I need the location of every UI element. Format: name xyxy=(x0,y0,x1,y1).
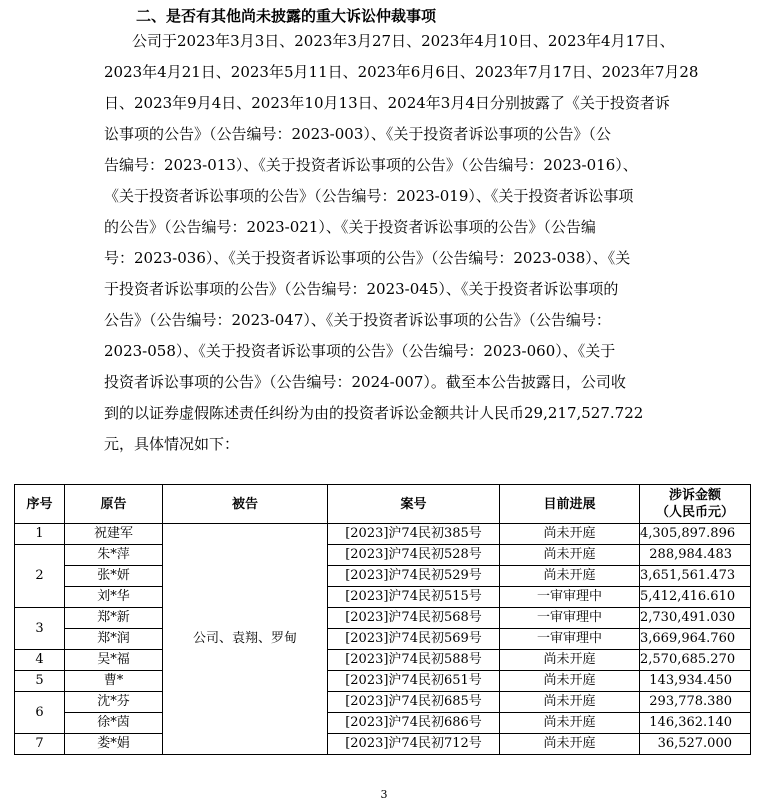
cell-case-number: [2023]沪74民初712号 xyxy=(328,734,500,755)
cell-case-number: [2023]沪74民初515号 xyxy=(328,587,500,608)
paragraph-line: 于投资者诉讼事项的公告》（公告编号：2023-045）、《关于投资者诉讼事项的 xyxy=(104,280,619,298)
cell-seq: 6 xyxy=(15,692,65,734)
table-header-row xyxy=(15,485,751,524)
cell-case-number: [2023]沪74民初685号 xyxy=(328,692,500,713)
cell-amount: 36,527.000 xyxy=(640,734,751,755)
cell-case-number: [2023]沪74民初588号 xyxy=(328,650,500,671)
table-row xyxy=(15,692,751,713)
cell-amount: 4,305,897.896 xyxy=(640,524,751,545)
cell-status: 一审审理中 xyxy=(500,587,640,608)
paragraph-line: 公司于2023年3月3日、2023年3月27日、2023年4月10日、2023年4月17日、 xyxy=(132,32,675,50)
table-row xyxy=(15,713,751,734)
litigation-table xyxy=(14,484,751,755)
header-amount-label: 涉诉金额 xyxy=(668,488,721,503)
cell-case-number: [2023]沪74民初686号 xyxy=(328,713,500,734)
cell-seq: 3 xyxy=(15,608,65,650)
table-row xyxy=(15,608,751,629)
table-row xyxy=(15,629,751,650)
cell-status: 尚未开庭 xyxy=(500,713,640,734)
paragraph-line: 日、2023年9月4日、2023年10月13日、2024年3月4日分别披露了《关于投资者诉 xyxy=(104,94,670,112)
cell-status: 尚未开庭 xyxy=(500,734,640,755)
paragraph-line: 投资者诉讼事项的公告》（公告编号：2024-007）。截至本公告披露日，公司收 xyxy=(104,373,626,391)
table-row xyxy=(15,545,751,566)
cell-plaintiff: 沈*芬 xyxy=(65,692,163,713)
cell-amount: 146,362.140 xyxy=(640,713,751,734)
cell-seq: 4 xyxy=(15,650,65,671)
cell-plaintiff: 张*妍 xyxy=(65,566,163,587)
cell-plaintiff: 郑*新 xyxy=(65,608,163,629)
header-seq: 序号 xyxy=(15,485,65,524)
table-row xyxy=(15,587,751,608)
cell-plaintiff: 徐*茵 xyxy=(65,713,163,734)
cell-case-number: [2023]沪74民初568号 xyxy=(328,608,500,629)
cell-amount: 3,651,561.473 xyxy=(640,566,751,587)
cell-plaintiff: 祝建军 xyxy=(65,524,163,545)
cell-amount: 143,934.450 xyxy=(640,671,751,692)
table-row xyxy=(15,650,751,671)
cell-case-number: [2023]沪74民初569号 xyxy=(328,629,500,650)
cell-status: 尚未开庭 xyxy=(500,692,640,713)
paragraph-line: 讼事项的公告》（公告编号：2023-003）、《关于投资者诉讼事项的公告》（公 xyxy=(104,125,611,143)
paragraph-line: 号：2023-036）、《关于投资者诉讼事项的公告》（公告编号：2023-038）、《关 xyxy=(104,249,631,267)
header-status: 目前进展 xyxy=(500,485,640,524)
cell-amount: 3,669,964.760 xyxy=(640,629,751,650)
cell-plaintiff: 朱*萍 xyxy=(65,545,163,566)
paragraph-line: 2023-058）、《关于投资者诉讼事项的公告》（公告编号：2023-060）、《关于 xyxy=(104,342,616,360)
header-amount-unit: （人民币元） xyxy=(655,505,734,520)
cell-plaintiff: 娄*娟 xyxy=(65,734,163,755)
header-amount xyxy=(640,485,751,524)
section-heading: 二、是否有其他尚未披露的重大诉讼仲裁事项 xyxy=(136,7,437,25)
table-row xyxy=(15,671,751,692)
header-plaintiff: 原告 xyxy=(65,485,163,524)
paragraph-line: 的公告》（公告编号：2023-021）、《关于投资者诉讼事项的公告》（公告编 xyxy=(104,218,596,236)
cell-case-number: [2023]沪74民初385号 xyxy=(328,524,500,545)
paragraph-line: 告编号：2023-013）、《关于投资者诉讼事项的公告》（公告编号：2023-016）、 xyxy=(104,156,638,174)
cell-case-number: [2023]沪74民初529号 xyxy=(328,566,500,587)
header-case-number: 案号 xyxy=(328,485,500,524)
cell-amount: 2,730,491.030 xyxy=(640,608,751,629)
cell-case-number: [2023]沪74民初651号 xyxy=(328,671,500,692)
header-defendant: 被告 xyxy=(163,485,328,524)
cell-case-number: [2023]沪74民初528号 xyxy=(328,545,500,566)
cell-status: 尚未开庭 xyxy=(500,545,640,566)
cell-plaintiff: 吴*福 xyxy=(65,650,163,671)
table-row xyxy=(15,566,751,587)
cell-status: 尚未开庭 xyxy=(500,524,640,545)
cell-status: 尚未开庭 xyxy=(500,566,640,587)
cell-defendant: 公司、袁翔、罗甸 xyxy=(163,524,328,755)
cell-status: 一审审理中 xyxy=(500,629,640,650)
cell-amount: 288,984.483 xyxy=(640,545,751,566)
table-row xyxy=(15,524,751,545)
page-number: 3 xyxy=(380,788,388,801)
cell-amount: 5,412,416.610 xyxy=(640,587,751,608)
cell-amount: 2,570,685.270 xyxy=(640,650,751,671)
cell-seq: 7 xyxy=(15,734,65,755)
paragraph-line: 2023年4月21日、2023年5月11日、2023年6月6日、2023年7月17日、2023年7月28 xyxy=(104,63,699,81)
cell-status: 尚未开庭 xyxy=(500,650,640,671)
cell-plaintiff: 刘*华 xyxy=(65,587,163,608)
paragraph-line: 元，具体情况如下： xyxy=(104,435,240,453)
paragraph-line: 公告》（公告编号：2023-047）、《关于投资者诉讼事项的公告》（公告编号： xyxy=(104,311,611,329)
cell-plaintiff: 曹* xyxy=(65,671,163,692)
cell-status: 一审审理中 xyxy=(500,608,640,629)
disclosure-paragraph xyxy=(104,26,699,460)
table-row xyxy=(15,734,751,755)
cell-amount: 293,778.380 xyxy=(640,692,751,713)
paragraph-line: 《关于投资者诉讼事项的公告》（公告编号：2023-019）、《关于投资者诉讼事项 xyxy=(104,187,634,205)
cell-plaintiff: 郑*润 xyxy=(65,629,163,650)
paragraph-line: 到的以证券虚假陈述责任纠纷为由的投资者诉讼金额共计人民币29,217,527.722 xyxy=(104,404,644,422)
cell-seq: 5 xyxy=(15,671,65,692)
cell-status: 尚未开庭 xyxy=(500,671,640,692)
cell-seq: 2 xyxy=(15,545,65,608)
cell-seq: 1 xyxy=(15,524,65,545)
